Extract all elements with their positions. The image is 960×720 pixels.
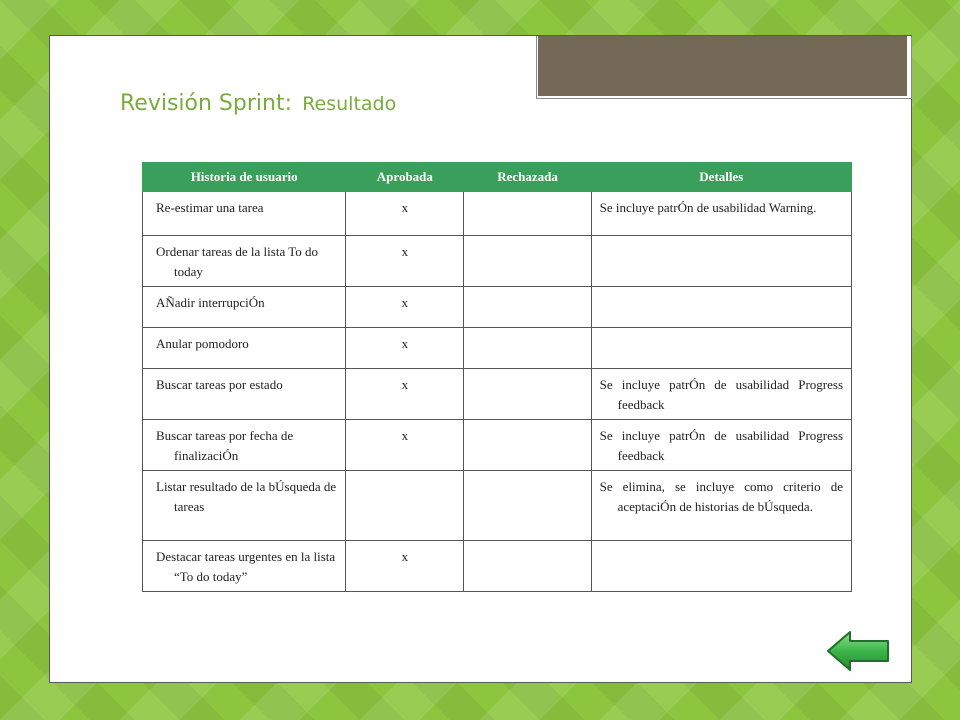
story-cell: Re-estimar una tarea bbox=[143, 192, 346, 236]
table-row bbox=[143, 420, 852, 471]
rejected-cell bbox=[464, 328, 591, 369]
table-row bbox=[143, 236, 852, 287]
table-row bbox=[143, 192, 852, 236]
approved-cell: x bbox=[346, 287, 464, 328]
details-cell bbox=[591, 236, 851, 287]
title-main: Revisión Sprint: bbox=[120, 91, 293, 116]
rejected-cell bbox=[464, 541, 591, 592]
rejected-cell bbox=[464, 192, 591, 236]
table-row bbox=[143, 471, 852, 541]
header-rejected: Rechazada bbox=[464, 163, 591, 192]
story-cell: Destacar tareas urgentes en la lista “To do today” bbox=[143, 541, 346, 592]
approved-cell: x bbox=[346, 192, 464, 236]
table-row bbox=[143, 328, 852, 369]
title-sub: Resultado bbox=[302, 93, 397, 115]
approved-cell: x bbox=[346, 369, 464, 420]
details-cell: Se incluye patrÓn de usabilidad Progress feedback bbox=[591, 369, 851, 420]
story-cell: Buscar tareas por estado bbox=[143, 369, 346, 420]
back-arrow-icon bbox=[826, 630, 890, 672]
approved-cell: x bbox=[346, 328, 464, 369]
rejected-cell bbox=[464, 420, 591, 471]
details-cell: Se incluye patrÓn de usabilidad Progress feedback bbox=[591, 420, 851, 471]
story-cell: Listar resultado de la bÚsqueda de tareas bbox=[143, 471, 346, 541]
rejected-cell bbox=[464, 287, 591, 328]
table-row bbox=[143, 369, 852, 420]
back-arrow-button[interactable] bbox=[826, 630, 890, 672]
rejected-cell bbox=[464, 471, 591, 541]
approved-cell: x bbox=[346, 420, 464, 471]
decorative-tab bbox=[538, 36, 907, 96]
rejected-cell bbox=[464, 369, 591, 420]
approved-cell bbox=[346, 471, 464, 541]
table-row bbox=[143, 541, 852, 592]
story-cell: Buscar tareas por fecha de finalizaciÓn bbox=[143, 420, 346, 471]
header-story: Historia de usuario bbox=[143, 163, 346, 192]
approved-cell: x bbox=[346, 236, 464, 287]
story-cell: Ordenar tareas de la lista To do today bbox=[143, 236, 346, 287]
story-cell: AÑadir interrupciÓn bbox=[143, 287, 346, 328]
details-cell: Se incluye patrÓn de usabilidad Warning. bbox=[591, 192, 851, 236]
slide-title bbox=[120, 80, 396, 118]
user-story-table bbox=[142, 162, 852, 592]
details-cell: Se elimina, se incluye como criterio de aceptaciÓn de historias de bÚsqueda. bbox=[591, 471, 851, 541]
table-header-row bbox=[143, 163, 852, 192]
header-approved: Aprobada bbox=[346, 163, 464, 192]
details-cell bbox=[591, 541, 851, 592]
header-details: Detalles bbox=[591, 163, 851, 192]
rejected-cell bbox=[464, 236, 591, 287]
details-cell bbox=[591, 287, 851, 328]
details-cell bbox=[591, 328, 851, 369]
story-cell: Anular pomodoro bbox=[143, 328, 346, 369]
approved-cell: x bbox=[346, 541, 464, 592]
table-row bbox=[143, 287, 852, 328]
